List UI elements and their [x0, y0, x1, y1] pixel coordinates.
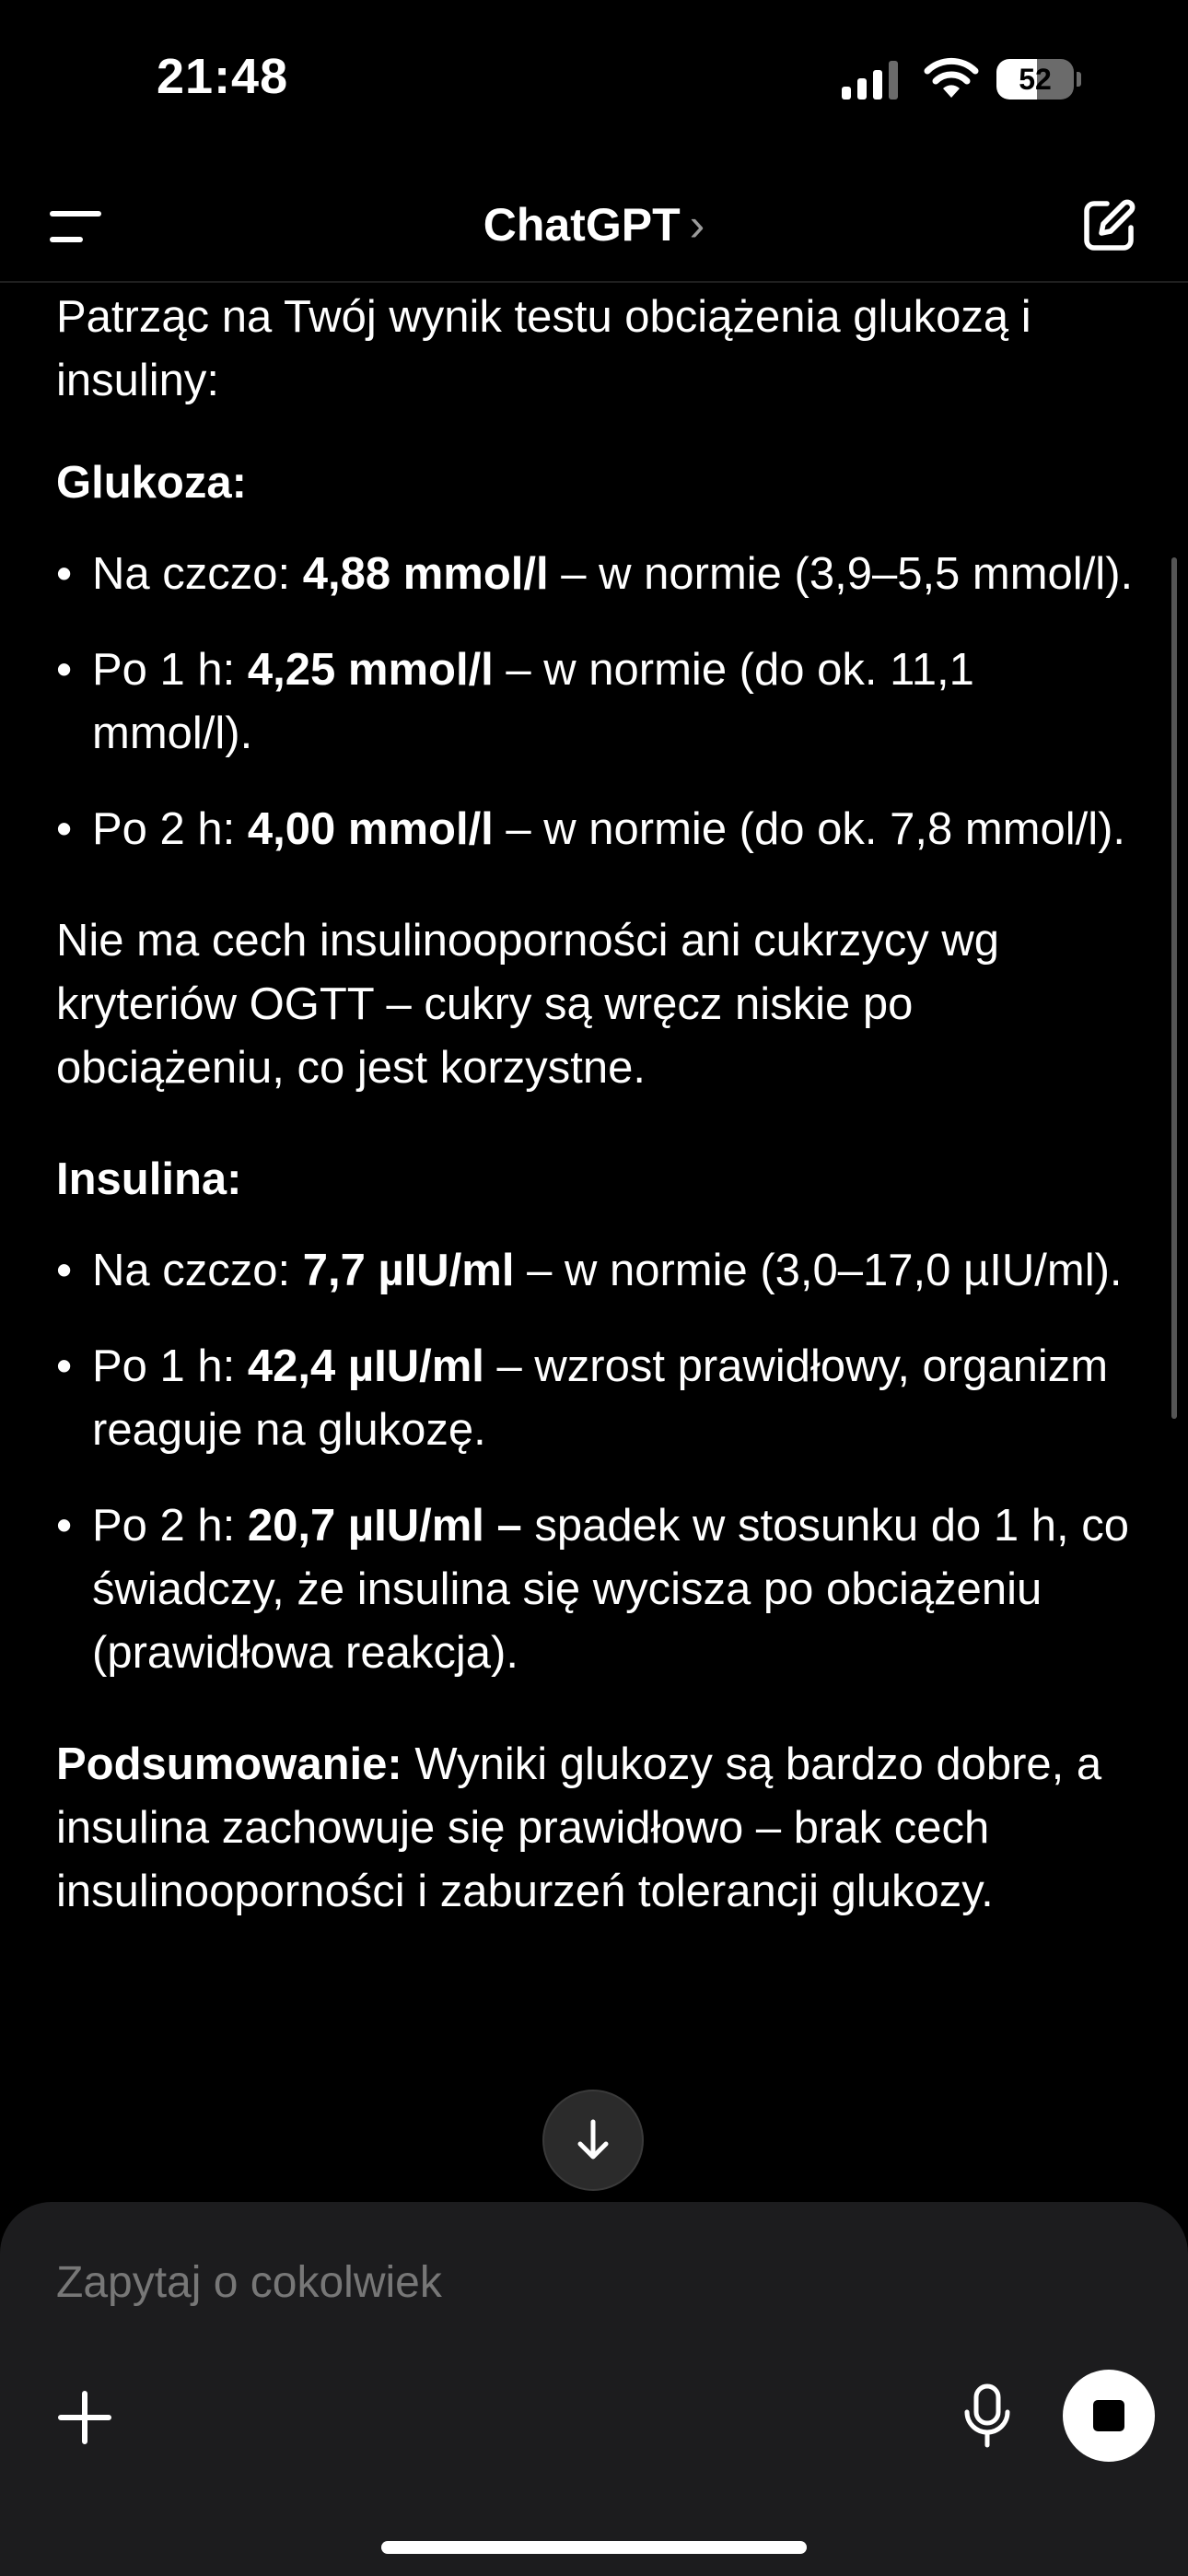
section-title-insulina: Insulina:: [56, 1154, 242, 1204]
arrow-down-icon: [569, 2116, 617, 2164]
glukoza-list: [56, 543, 1143, 861]
plus-icon[interactable]: [55, 2388, 114, 2447]
composer: [0, 2202, 1188, 2576]
assistant-message: [56, 286, 1143, 1924]
list-item: • Na czczo: 7,7 µIU/ml – w normie (3,0–17,0 µIU/ml).: [56, 1239, 1143, 1303]
microphone-icon[interactable]: [960, 2383, 1015, 2449]
list-item: • Po 2 h: 20,7 µIU/ml – spadek w stosunku do 1 h, co świadczy, że insulina się wycisza po obciążeniu (prawidłowa reakcja).: [56, 1494, 1143, 1685]
message-intro: Patrząc na Twój wynik testu obciążenia glukozą i insuliny:: [56, 292, 1031, 405]
status-bar: [0, 0, 1188, 157]
stop-icon: [1093, 2400, 1124, 2431]
summary-text: Wyniki glukozy są bardzo dobre, a insulina zachowuje się prawidłowo – brak cech insulinooporności i zaburzeń tolerancji glukozy.: [56, 1739, 1102, 1916]
chat-title: ChatGPT: [483, 199, 681, 251]
insulina-list: [56, 1239, 1143, 1685]
scrollbar[interactable]: [1171, 557, 1177, 1419]
nav-bar: [0, 170, 1188, 283]
stop-button[interactable]: [1063, 2370, 1155, 2462]
cellular-signal-icon: [842, 61, 901, 100]
glukoza-conclusion: Nie ma cech insulinooporności ani cukrzycy wg kryteriów OGTT – cukry są wręcz niskie po obciążeniu, co jest korzystne.: [56, 916, 999, 1093]
list-item: • Po 1 h: 4,25 mmol/l – w normie (do ok. 11,1 mmol/l).: [56, 638, 1143, 766]
battery-level: 52: [1019, 63, 1052, 96]
wifi-icon: [923, 55, 980, 100]
home-indicator: [381, 2541, 807, 2554]
chevron-right-icon: ›: [689, 199, 705, 251]
list-item: • Po 2 h: 4,00 mmol/l – w normie (do ok. 7,8 mmol/l).: [56, 798, 1143, 861]
chat-title-button[interactable]: [0, 198, 1188, 252]
status-time: 21:48: [157, 49, 289, 104]
summary-label: Podsumowanie:: [56, 1739, 402, 1789]
section-title-glukoza: Glukoza:: [56, 458, 247, 508]
summary-paragraph: [56, 1733, 1143, 1924]
battery-icon: [996, 59, 1081, 101]
message-input[interactable]: Zapytaj o cokolwiek: [56, 2258, 442, 2307]
list-item: • Po 1 h: 42,4 µIU/ml – wzrost prawidłowy, organizm reaguje na glukozę.: [56, 1335, 1143, 1462]
list-item: • Na czczo: 4,88 mmol/l – w normie (3,9–5,5 mmol/l).: [56, 543, 1143, 606]
edit-icon[interactable]: [1079, 196, 1138, 255]
scroll-to-bottom-button[interactable]: [542, 2090, 644, 2191]
